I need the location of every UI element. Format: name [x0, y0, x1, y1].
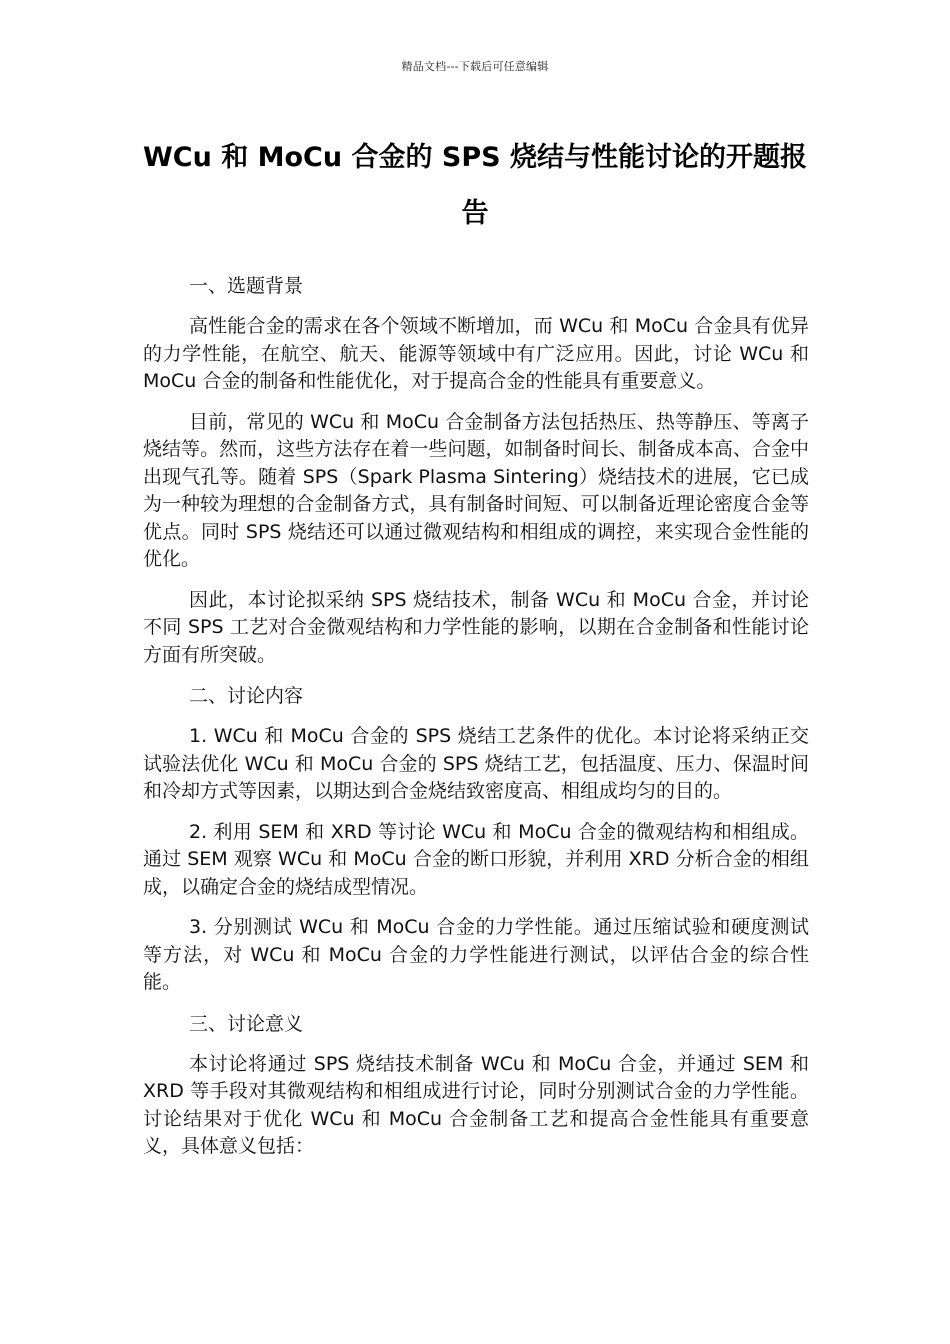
section-heading-content: 二、讨论内容: [189, 685, 304, 707]
document-title: WCu 和 MoCu 合金的 SPS 烧结与性能讨论的开题报告: [143, 142, 807, 229]
document-body: [143, 272, 809, 1174]
paragraph: 1. WCu 和 MoCu 合金的 SPS 烧结工艺条件的优化。本讨论将采纳正交试验法优化 WCu 和 MoCu 合金的 SPS 烧结工艺，包括温度、压力、保温时间和冷却方式等因素，以期达到合金烧结致密度高、相组成均匀的目的。: [143, 725, 809, 802]
paragraph: 3. 分别测试 WCu 和 MoCu 合金的力学性能。通过压缩试验和硬度测试等方法，对 WCu 和 MoCu 合金的力学性能进行测试，以评估合金的综合性能。: [143, 916, 809, 993]
paragraph: 2. 利用 SEM 和 XRD 等讨论 WCu 和 MoCu 合金的微观结构和相组成。通过 SEM 观察 WCu 和 MoCu 合金的断口形貌，并利用 XRD 分析合金的相组成，以确定合金的烧结成型情况。: [143, 820, 809, 898]
paragraph: 本讨论将通过 SPS 烧结技术制备 WCu 和 MoCu 合金，并通过 SEM 和 XRD 等手段对其微观结构和相组成进行讨论，同时分别测试合金的力学性能。讨论结果对于优化 WCu 和 MoCu 合金制备工艺和提高合金性能具有重要意义，具体意义包括：: [143, 1052, 809, 1157]
paragraph: 因此，本讨论拟采纳 SPS 烧结技术，制备 WCu 和 MoCu 合金，并讨论不同 SPS 工艺对合金微观结构和力学性能的影响，以期在合金制备和性能讨论方面有所突破。: [143, 588, 809, 666]
paragraph: 高性能合金的需求在各个领域不断增加，而 WCu 和 MoCu 合金具有优异的力学性能，在航空、航天、能源等领域中有广泛应用。因此，讨论 WCu 和 MoCu 合金的制备和性能优化，对于提高合金的性能具有重要意义。: [143, 315, 809, 392]
section-heading-significance: 三、讨论意义: [189, 1012, 304, 1035]
header-note: 精品文档---下载后可任意编辑: [401, 60, 549, 73]
section-heading-background: 一、选题背景: [189, 275, 304, 297]
paragraph: 目前，常见的 WCu 和 MoCu 合金制备方法包括热压、热等静压、等离子烧结等。然而，这些方法存在着一些问题，如制备时间长、制备成本高、合金中出现气孔等。随着 SPS（Spark Plasma Sintering）烧结技术的进展，它已成为一种较为理想的合金制备方式，具有制备时间短、可以制备近理论密度合金等优点。同时 SPS 烧结还可以通过微观结构和相组成的调控，来实现合金性能的优化。: [143, 410, 809, 570]
